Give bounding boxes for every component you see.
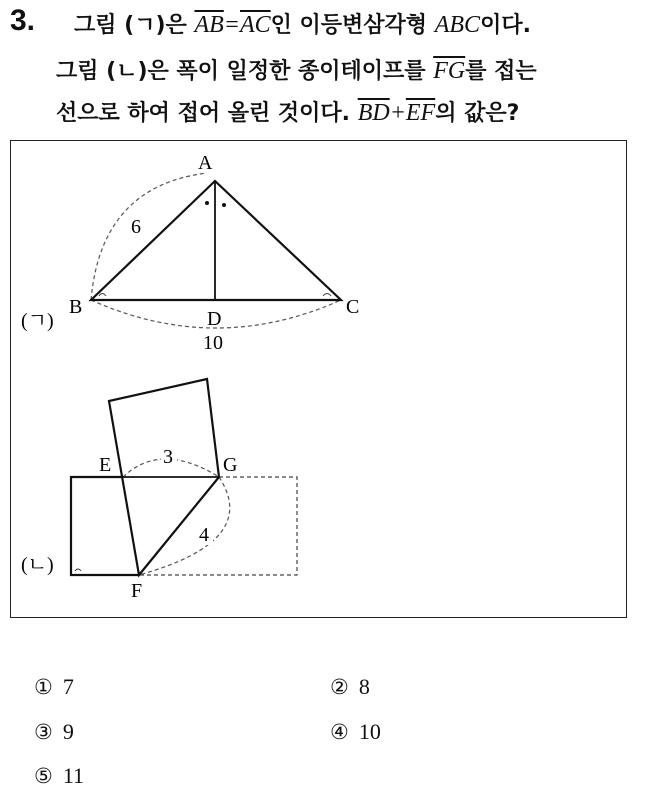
segment-bd: $\overline{BD}$ [357, 100, 390, 126]
length-ab: 6 [131, 216, 141, 238]
q-text: 인 이등변삼각형 [270, 13, 435, 38]
segment-fg: $\overline{FG}$ [433, 58, 466, 84]
choice-mark: ② [330, 675, 349, 699]
angle-mark-c [323, 294, 331, 297]
label-d: D [207, 308, 222, 330]
triangle-abc [91, 181, 341, 300]
label-f: F [131, 580, 143, 602]
segment-ac: $\overline{AC}$ [239, 12, 271, 38]
segment-ab: $\overline{AB}$ [194, 12, 224, 38]
choice-value: 9 [62, 719, 74, 744]
equals-sign: = [223, 12, 240, 38]
choice-value: 11 [62, 763, 85, 788]
choice-2[interactable] [330, 674, 370, 700]
choice-4[interactable] [330, 719, 381, 745]
choice-mark: ④ [330, 720, 349, 744]
q-text: 의 값은? [435, 101, 520, 126]
label-b: B [69, 296, 83, 318]
choice-1[interactable] [34, 674, 74, 700]
arc-ab [91, 173, 207, 300]
q-text: 를 접는 [465, 59, 537, 84]
figure-svg [11, 141, 625, 616]
length-gf: 4 [199, 524, 209, 546]
choice-mark: ① [34, 675, 53, 699]
choice-mark: ⑤ [34, 764, 53, 788]
question-number: 3. [10, 4, 36, 37]
right-angle-mark [75, 569, 81, 571]
tape-left-part [71, 477, 139, 575]
angle-mark-left [205, 201, 209, 205]
angle-mark-b [99, 294, 106, 297]
choice-value: 10 [358, 719, 381, 744]
choice-mark: ③ [34, 720, 53, 744]
question-line-3 [56, 96, 660, 127]
question-line-1 [74, 8, 660, 39]
label-e: E [99, 454, 112, 476]
question-line-2 [56, 54, 660, 85]
triangle-name: ABC [434, 12, 481, 38]
angle-mark-right [222, 203, 226, 207]
q-text: 그림 (ㄴ)은 폭이 일정한 종이테이프를 [56, 59, 434, 84]
arc-gf [139, 477, 230, 575]
q-text: 이다. [480, 13, 531, 38]
q-text: 그림 (ㄱ)은 [74, 13, 195, 38]
choice-value: 8 [358, 674, 370, 699]
length-bc: 10 [203, 332, 223, 354]
choice-3[interactable] [34, 719, 74, 745]
figure-tag-1: (ㄱ) [21, 310, 54, 332]
segment-ef: $\overline{EF}$ [405, 100, 436, 126]
plus-sign: + [389, 100, 406, 126]
figure-tag-2: (ㄴ) [21, 554, 54, 576]
figure-box [10, 140, 627, 618]
label-g: G [223, 454, 238, 476]
figure-1 [21, 152, 359, 354]
figure-2 [21, 379, 297, 602]
label-a: A [198, 152, 213, 174]
label-c: C [346, 296, 360, 318]
length-eg: 3 [163, 446, 173, 468]
choice-5[interactable] [34, 763, 84, 789]
tape-original-dashed [139, 477, 297, 575]
q-text: 선으로 하여 접어 올린 것이다. [56, 101, 358, 126]
choice-value: 7 [62, 674, 74, 699]
